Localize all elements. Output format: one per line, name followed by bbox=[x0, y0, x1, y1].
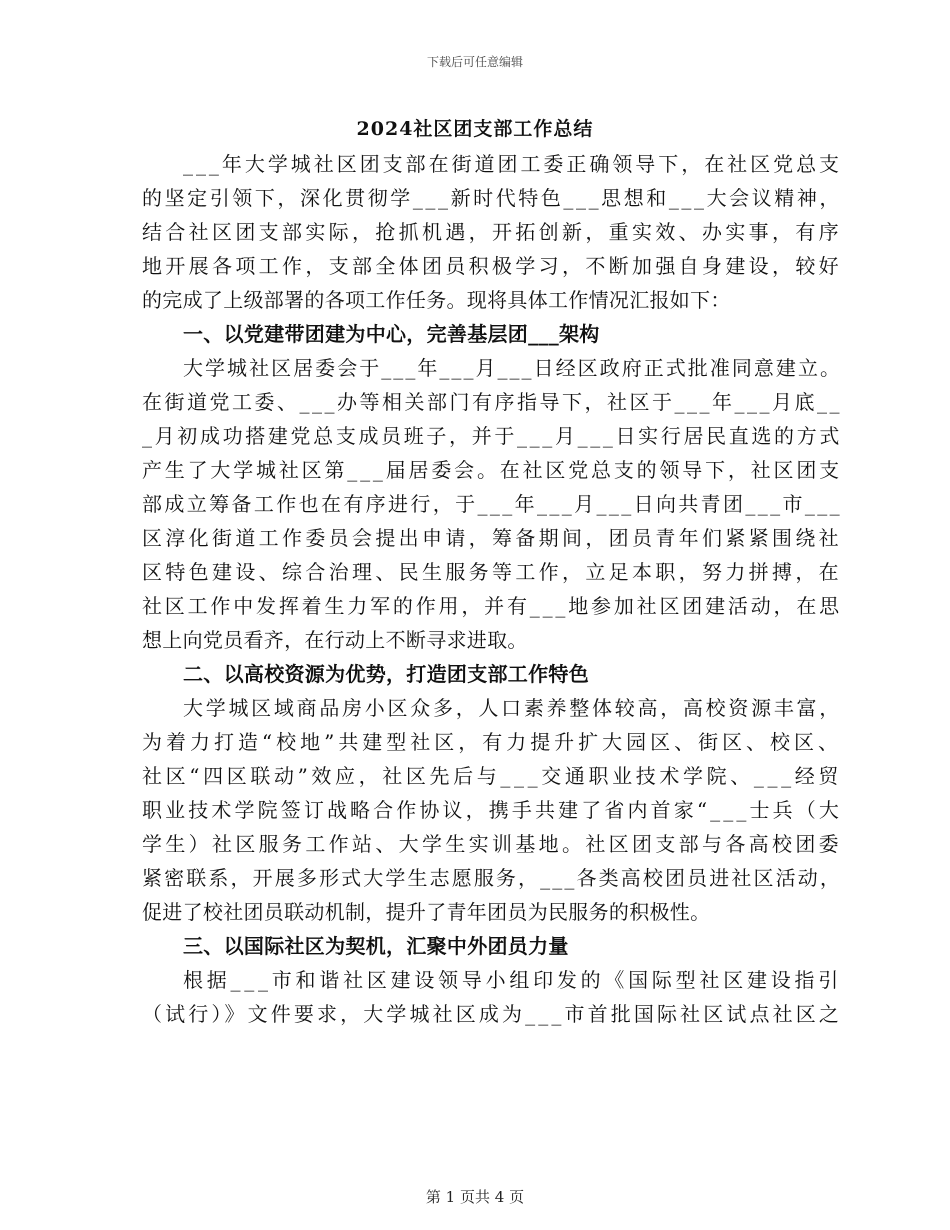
paragraph-line: 的完成了上级部署的各项工作任务。现将具体工作情况汇报如下： bbox=[142, 288, 731, 312]
paragraph-line: 区淳化街道工作委员会提出申请，筹备期间，团员青年们紧紧围绕社 bbox=[142, 526, 842, 550]
paragraph-line: _月初成功搭建党总支成员班子，并于___月___日实行居民直选的方式 bbox=[142, 424, 842, 448]
paragraph-line: 在街道党工委、___办等相关部门有序指导下，社区于___年___月底__ bbox=[142, 390, 842, 414]
paragraph-line: 结合社区团支部实际，抢抓机遇，开拓创新，重实效、办实事，有序 bbox=[142, 220, 842, 244]
paragraph-line: 社区工作中发挥着生力军的作用，并有___地参加社区团建活动，在思 bbox=[142, 594, 842, 618]
paragraph-line: 大学城社区居委会于___年___月___日经区政府正式批准同意建立。 bbox=[183, 356, 842, 380]
paragraph-line: 部成立筹备工作也在有序进行，于___年___月___日向共青团___市___ bbox=[142, 492, 842, 516]
page-number-footer: 第 1 页共 4 页 bbox=[425, 1188, 525, 1206]
paragraph-line: 促进了校社团员联动机制，提升了青年团员为民服务的积极性。 bbox=[142, 900, 711, 924]
paragraph-line: 大学城区域商品房小区众多，人口素养整体较高，高校资源丰富， bbox=[183, 696, 842, 720]
section-heading: 三、以国际社区为契机，汇聚中外团员力量 bbox=[183, 934, 569, 958]
paragraph-line: 紧密联系，开展多形式大学生志愿服务，___各类高校团员进社区活动， bbox=[142, 866, 842, 890]
paragraph-line: 职业技术学院签订战略合作协议，携手共建了省内首家“___士兵（大 bbox=[142, 798, 842, 822]
paragraph-line: （试行）》文件要求，大学城社区成为___市首批国际社区试点社区之 bbox=[142, 1002, 842, 1026]
paragraph-line: 学生）社区服务工作站、大学生实训基地。社区团支部与各高校团委 bbox=[142, 832, 842, 856]
header-note: 下载后可任意编辑 bbox=[426, 55, 523, 69]
document-body bbox=[142, 147, 842, 1031]
paragraph-line: 社区“四区联动”效应，社区先后与___交通职业技术学院、___经贸 bbox=[142, 764, 842, 788]
paragraph-line: 区特色建设、综合治理、民生服务等工作，立足本职，努力拼搏，在 bbox=[142, 560, 842, 584]
paragraph-line: ___年大学城社区团支部在街道团工委正确领导下，在社区党总支 bbox=[183, 152, 842, 176]
paragraph-line: 根据___市和谐社区建设领导小组印发的《国际型社区建设指引 bbox=[183, 968, 842, 992]
section-heading: 二、以高校资源为优势，打造团支部工作特色 bbox=[183, 662, 589, 686]
paragraph-line: 想上向党员看齐，在行动上不断寻求进取。 bbox=[142, 628, 528, 652]
paragraph-line: 的坚定引领下，深化贯彻学___新时代特色___思想和___大会议精神， bbox=[142, 186, 842, 210]
paragraph-line: 为着力打造“校地”共建型社区，有力提升扩大园区、街区、校区、 bbox=[142, 730, 842, 754]
document-title: 2024社区团支部工作总结 bbox=[356, 118, 594, 140]
paragraph-line: 地开展各项工作，支部全体团员积极学习，不断加强自身建设，较好 bbox=[142, 254, 842, 278]
section-heading: 一、以党建带团建为中心，完善基层团___架构 bbox=[183, 322, 600, 346]
paragraph-line: 产生了大学城社区第___届居委会。在社区党总支的领导下，社区团支 bbox=[142, 458, 842, 482]
